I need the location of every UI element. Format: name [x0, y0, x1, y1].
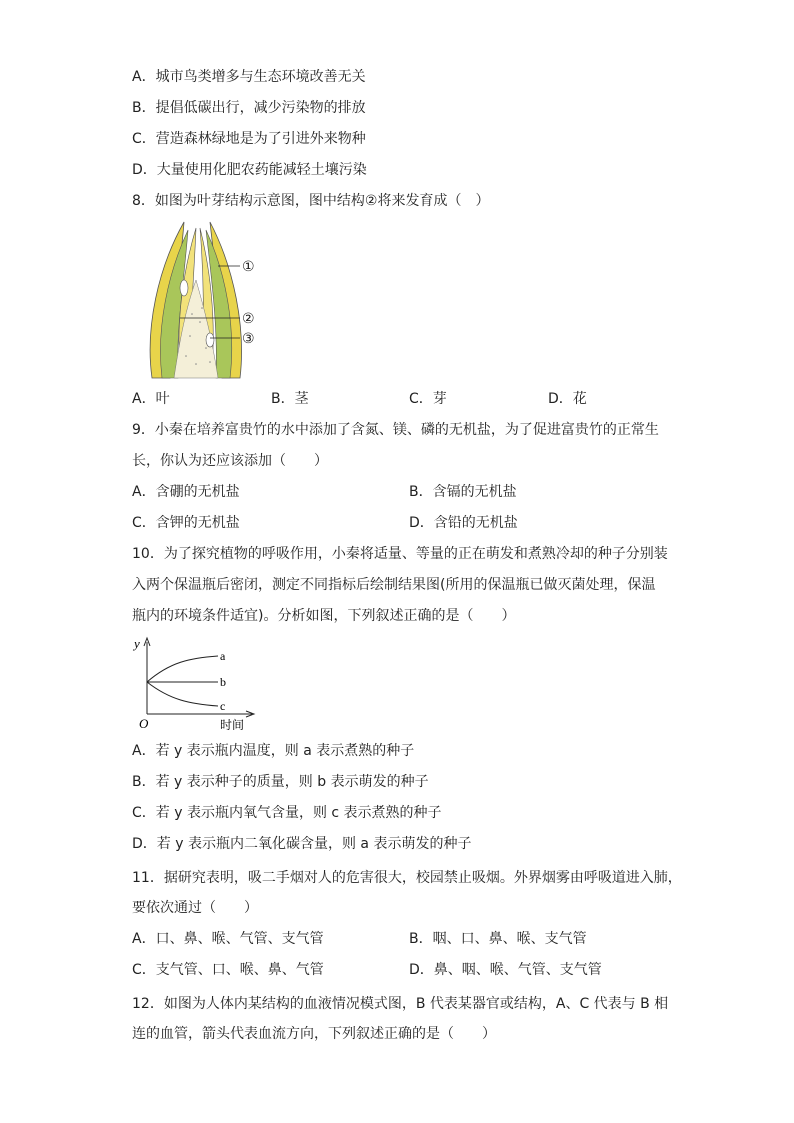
curve-a: [147, 656, 218, 682]
q11-option-c: C．支气管、口、喉、鼻、气管: [132, 962, 324, 978]
q11-option-d: D．鼻、咽、喉、气管、支气管: [409, 962, 602, 978]
q9-option-d: D．含铅的无机盐: [409, 515, 518, 531]
q9-option-a: A．含硼的无机盐: [132, 484, 240, 500]
bud-label-2: ②: [242, 311, 255, 327]
q8-stem: 8．如图为叶芽结构示意图，图中结构②将来发育成（ ）: [132, 193, 490, 209]
q10-stem-line1: 10．为了探究植物的呼吸作用，小秦将适量、等量的正在萌发和煮熟冷却的种子分别装: [132, 546, 668, 562]
q7-option-a: A．城市鸟类增多与生态环境改善无关: [132, 69, 366, 85]
chart-y-label: y: [134, 636, 140, 651]
q10-stem-line2: 入两个保温瓶后密闭，测定不同指标后绘制结果图(所用的保温瓶已做灭菌处理，保温: [132, 577, 656, 593]
q9-option-c: C．含钾的无机盐: [132, 515, 240, 531]
q12-stem-line1: 12．如图为人体内某结构的血液情况模式图，B 代表某器官或结构，A、C 代表与 B 相: [132, 996, 669, 1012]
q8-option-d: D．花: [548, 391, 587, 407]
q10-option-b: B．若 y 表示种子的质量，则 b 表示萌发的种子: [132, 774, 429, 790]
q8-option-c: C．芽: [409, 391, 447, 407]
chart-series-a-label: a: [220, 649, 226, 663]
q12-stem-line2: 连的血管，箭头代表血流方向，下列叙述正确的是（ ）: [132, 1026, 496, 1042]
q10-stem-line3: 瓶内的环境条件适宜)。分析如图，下列叙述正确的是（ ）: [132, 608, 516, 624]
leaf-bud-figure: [140, 218, 270, 382]
q10-option-c: C．若 y 表示瓶内氧气含量，则 c 表示煮熟的种子: [132, 805, 442, 821]
q11-stem-line2: 要依次通过（ ）: [132, 900, 258, 916]
q9-stem-line1: 9．小秦在培养富贵竹的水中添加了含氮、镁、磷的无机盐，为了促进富贵竹的正常生: [132, 422, 659, 438]
bud-label-1: ①: [242, 259, 255, 275]
chart-series-b-label: b: [220, 675, 226, 689]
q9-option-b: B．含镉的无机盐: [409, 484, 517, 500]
q9-stem-line2: 长，你认为还应该添加（ ）: [132, 453, 328, 469]
q7-option-d: D．大量使用化肥农药能减轻土壤污染: [132, 162, 367, 178]
respiration-chart: [130, 634, 260, 730]
q10-option-d: D．若 y 表示瓶内二氧化碳含量，则 a 表示萌发的种子: [132, 836, 472, 852]
q10-option-a: A．若 y 表示瓶内温度，则 a 表示煮熟的种子: [132, 743, 415, 759]
q7-option-c: C．营造森林绿地是为了引进外来物种: [132, 131, 366, 147]
bud-label-3: ③: [242, 331, 255, 347]
curve-c: [147, 682, 218, 706]
chart-x-label: 时间: [220, 718, 245, 730]
q11-option-a: A．口、鼻、喉、气管、支气管: [132, 931, 324, 947]
q11-stem-line1: 11．据研究表明，吸二手烟对人的危害很大，校园禁止吸烟。外界烟雾由呼吸道进入肺，: [132, 870, 682, 886]
q8-option-b: B．茎: [271, 391, 309, 407]
chart-series-c-label: c: [220, 699, 226, 713]
q11-option-b: B．咽、口、鼻、喉、支气管: [409, 931, 587, 947]
q8-option-a: A．叶: [132, 391, 170, 407]
chart-origin-label: O: [139, 716, 149, 730]
q7-option-b: B．提倡低碳出行，减少污染物的排放: [132, 100, 366, 116]
